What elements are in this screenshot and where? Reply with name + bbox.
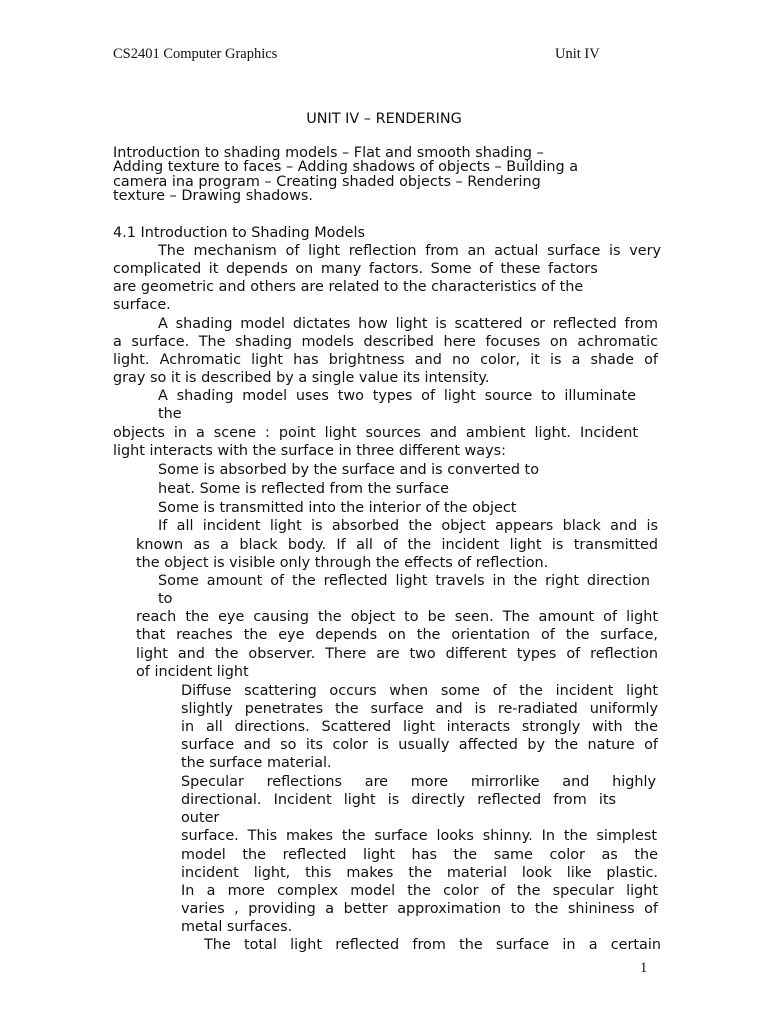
body-line: slightly penetrates the surface and is re-radiated uniformly bbox=[181, 701, 658, 717]
body-line: incident light, this makes the material look like plastic. bbox=[181, 865, 658, 881]
body-line: Some is absorbed by the surface and is converted to bbox=[158, 462, 539, 478]
body-line: outer bbox=[181, 810, 220, 826]
body-line: surface and so its color is usually affected by the nature of bbox=[181, 737, 658, 753]
intro-line: camera ina program – Creating shaded objects – Rendering bbox=[113, 173, 541, 190]
body-line: If all incident light is absorbed the object appears black and is bbox=[158, 518, 658, 534]
header-unit: Unit IV bbox=[555, 46, 600, 62]
header-course: CS2401 Computer Graphics bbox=[113, 46, 278, 62]
body-line: are geometric and others are related to the characteristics of the bbox=[113, 279, 584, 295]
section-heading: 4.1 Introduction to Shading Models bbox=[113, 225, 365, 241]
intro-paragraph bbox=[113, 146, 613, 204]
intro-line: texture – Drawing shadows. bbox=[113, 188, 313, 205]
body-line: complicated it depends on many factors. Some of these factors bbox=[113, 261, 598, 277]
body-line: A shading model uses two types of light source to illuminate bbox=[158, 388, 636, 404]
intro-line: Introduction to shading models – Flat and smooth shading – bbox=[113, 145, 544, 161]
body-line: In a more complex model the color of the specular light bbox=[181, 883, 658, 899]
body-line: that reaches the eye depends on the orientation of the surface, bbox=[136, 627, 658, 643]
body-line: reach the eye causing the object to be seen. The amount of light bbox=[136, 609, 658, 625]
body-line: model the reflected light has the same color as the bbox=[181, 847, 658, 863]
body-line: the object is visible only through the effects of reflection. bbox=[136, 555, 549, 571]
body-line: varies , providing a better approximation to the shininess of bbox=[181, 901, 658, 917]
body-line: heat. Some is reflected from the surface bbox=[158, 481, 449, 497]
body-line: Some amount of the reflected light travels in the right direction bbox=[158, 573, 650, 589]
body-line: objects in a scene : point light sources and ambient light. Incident bbox=[113, 425, 638, 441]
body-line: the surface material. bbox=[181, 755, 332, 771]
body-line: known as a black body. If all of the incident light is transmitted bbox=[136, 537, 658, 553]
body-line: a surface. The shading models described here focuses on achromatic bbox=[113, 334, 658, 350]
body-line: metal surfaces. bbox=[181, 919, 293, 935]
body-line: The mechanism of light reflection from an actual surface is very bbox=[158, 243, 661, 259]
page-title: UNIT IV – RENDERING bbox=[306, 111, 462, 127]
body-line: the bbox=[158, 406, 182, 422]
intro-line: Adding texture to faces – Adding shadows of objects – Building a bbox=[113, 159, 579, 176]
body-line: Some is transmitted into the interior of the object bbox=[158, 500, 517, 516]
page-number: 1 bbox=[640, 960, 648, 976]
body-line: light. Achromatic light has brightness and no color, it is a shade of bbox=[113, 352, 658, 368]
body-line: surface. bbox=[113, 297, 171, 313]
body-line: light interacts with the surface in three different ways: bbox=[113, 443, 506, 459]
body-line: A shading model dictates how light is scattered or reflected from bbox=[158, 316, 658, 332]
body-line: in all directions. Scattered light interacts strongly with the bbox=[181, 719, 658, 735]
body-line: surface. This makes the surface looks shinny. In the simplest bbox=[181, 828, 657, 844]
body-line: Diffuse scattering occurs when some of the incident light bbox=[181, 683, 658, 699]
body-line: light and the observer. There are two different types of reflection bbox=[136, 646, 658, 662]
body-line: The total light reflected from the surface in a certain bbox=[204, 937, 661, 953]
body-line: to bbox=[158, 591, 173, 607]
body-line: Specular reflections are more mirrorlike and highly bbox=[181, 774, 656, 790]
body-line: gray so it is described by a single value its intensity. bbox=[113, 370, 490, 386]
body-line: directional. Incident light is directly reflected from its bbox=[181, 792, 616, 808]
body-line: of incident light bbox=[136, 664, 249, 680]
